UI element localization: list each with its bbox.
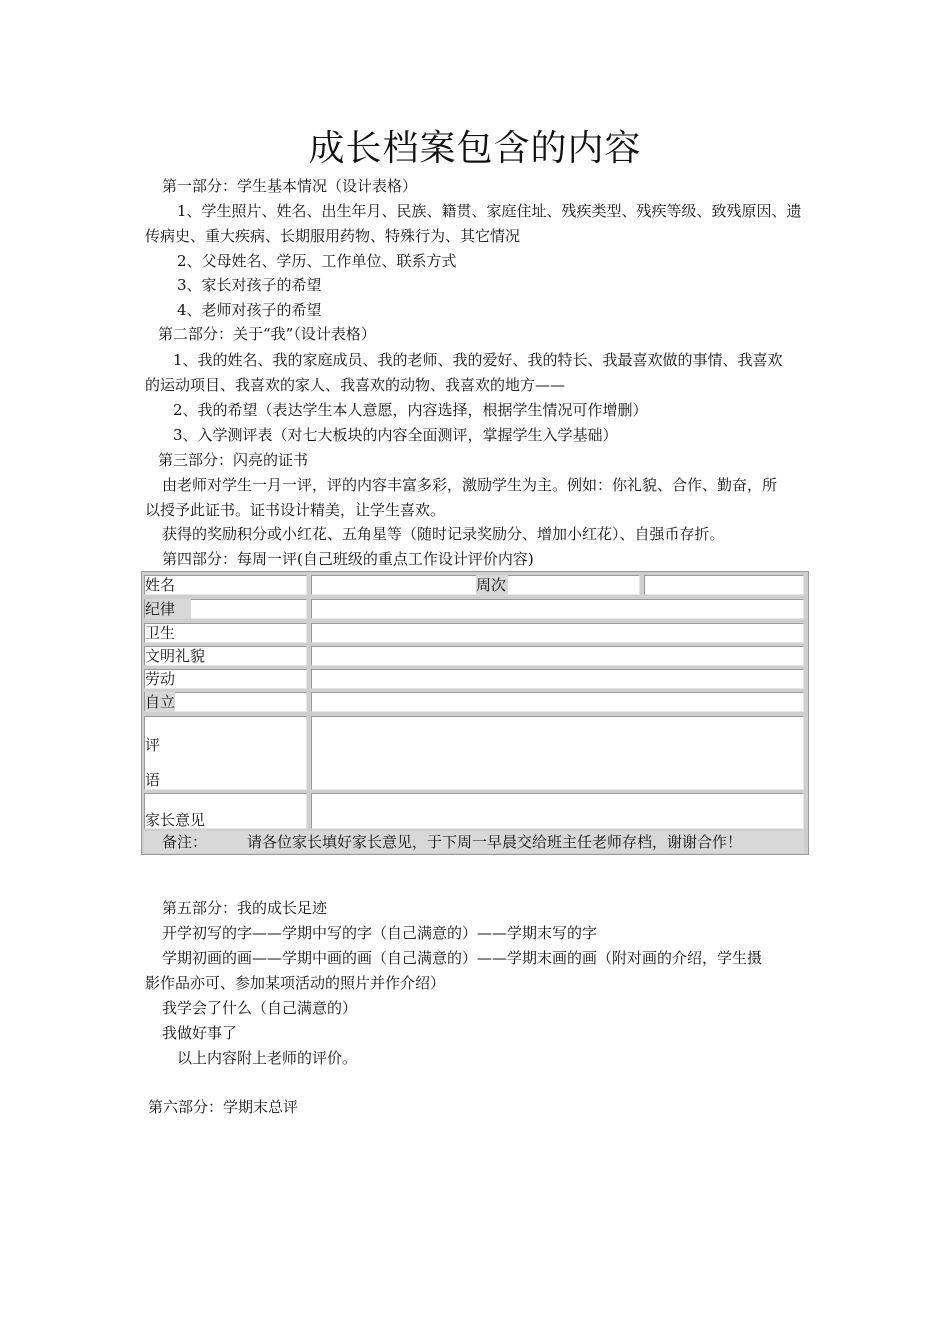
table-comment-label-cell [144, 716, 307, 790]
part2-item1-line2: 的运动项目、我喜欢的家人、我喜欢的动物、我喜欢的地方—— [145, 376, 566, 394]
table-cell-week-extra [644, 575, 804, 595]
part3-para1-line2: 以授予此证书。证书设计精美，让学生喜欢。 [145, 501, 446, 519]
part5-line1: 开学初写的字——学期中写的字（自己满意的）——学期末写的字 [162, 924, 598, 942]
part2-item1-line1: 1、我的姓名、我的家庭成员、我的老师、我的爱好、我的特长、我最喜欢做的事情、我喜欢 [173, 351, 783, 369]
part5-line5: 以上内容附上老师的评价。 [177, 1049, 358, 1067]
comment-label-1: 评 [145, 736, 161, 754]
table-row-value-cell[interactable] [311, 646, 804, 666]
part5-line3: 我学会了什么（自己满意的） [162, 999, 358, 1017]
table-row-value-cell[interactable] [311, 669, 804, 689]
table-row-label-cell [144, 599, 307, 619]
table-note-row [144, 831, 804, 853]
part1-item2: 2、父母姓名、学历、工作单位、联系方式 [177, 252, 457, 270]
part5-line4: 我做好事了 [162, 1024, 238, 1042]
parent-opinion-label: 家长意见 [145, 811, 206, 829]
part2-heading: 第二部分：关于“我”（设计表格） [158, 325, 376, 343]
row-label-independence: 自立 [145, 693, 176, 711]
week-label: 周次 [476, 576, 507, 594]
part2-item3: 3、入学测评表（对七大板块的内容全面测评，掌握学生入学基础） [173, 426, 618, 444]
table-row-value-cell[interactable] [311, 623, 804, 643]
part1-item1-line1: 1、学生照片、姓名、出生年月、民族、籍贯、家庭住址、残疾类型、残疾等级、致残原因、遗 [177, 202, 802, 220]
table-parent-label-cell [144, 793, 307, 829]
row-label-courtesy: 文明礼貌 [145, 647, 206, 665]
part5-line2b: 影作品亦可、参加某项活动的照片并作介绍） [145, 974, 446, 992]
part5-heading: 第五部分：我的成长足迹 [162, 899, 328, 917]
weekly-evaluation-table [141, 571, 809, 855]
table-cell-week [311, 575, 640, 595]
table-row-label-cell [144, 623, 307, 643]
table-row-label-cell [144, 646, 307, 666]
comment-label-2: 语 [145, 771, 161, 789]
part2-item2: 2、我的希望（表达学生本人意愿，内容选择，根据学生情况可作增删） [173, 401, 648, 419]
part1-heading: 第一部分：学生基本情况（设计表格） [162, 177, 418, 195]
part1-item4: 4、老师对孩子的希望 [177, 301, 322, 319]
row-label-hygiene: 卫生 [145, 624, 176, 642]
page-title: 成长档案包含的内容 [308, 128, 642, 169]
part3-heading: 第三部分：闪亮的证书 [158, 451, 309, 469]
name-label: 姓名 [145, 576, 176, 594]
part3-para1-line1: 由老师对学生一月一评，评的内容丰富多彩，激励学生为主。例如：你礼貌、合作、勤奋，所 [162, 476, 778, 494]
part6-heading: 第六部分：学期末总评 [148, 1098, 299, 1116]
part3-para2: 获得的奖励积分或小红花、五角星等（随时记录奖励分、增加小红花）、自强币存折。 [162, 525, 725, 543]
part5-line2a: 学期初画的画——学期中画的画（自己满意的）——学期末画的画（附对画的介绍，学生摄 [162, 949, 763, 967]
table-comment-value-cell[interactable] [311, 716, 804, 790]
table-row-label-cell [144, 669, 307, 689]
table-row-label-cell [144, 692, 307, 712]
note-text: 请各位家长填好家长意见，于下周一早晨交给班主任老师存档，谢谢合作！ [247, 833, 743, 851]
row-label-labor: 劳动 [145, 670, 176, 688]
note-label: 备注： [162, 833, 208, 851]
part1-item3: 3、家长对孩子的希望 [177, 276, 322, 294]
part4-heading: 第四部分：每周一评(自己班级的重点工作设计评价内容) [162, 550, 534, 568]
part1-item1-line2: 传病史、重大疾病、长期服用药物、特殊行为、其它情况 [145, 227, 521, 245]
table-row-value-cell[interactable] [311, 692, 804, 712]
table-row-value-cell[interactable] [311, 599, 804, 619]
row-label-discipline: 纪律 [145, 599, 191, 619]
table-cell-name-label [144, 575, 307, 595]
table-parent-value-cell[interactable] [311, 793, 804, 829]
